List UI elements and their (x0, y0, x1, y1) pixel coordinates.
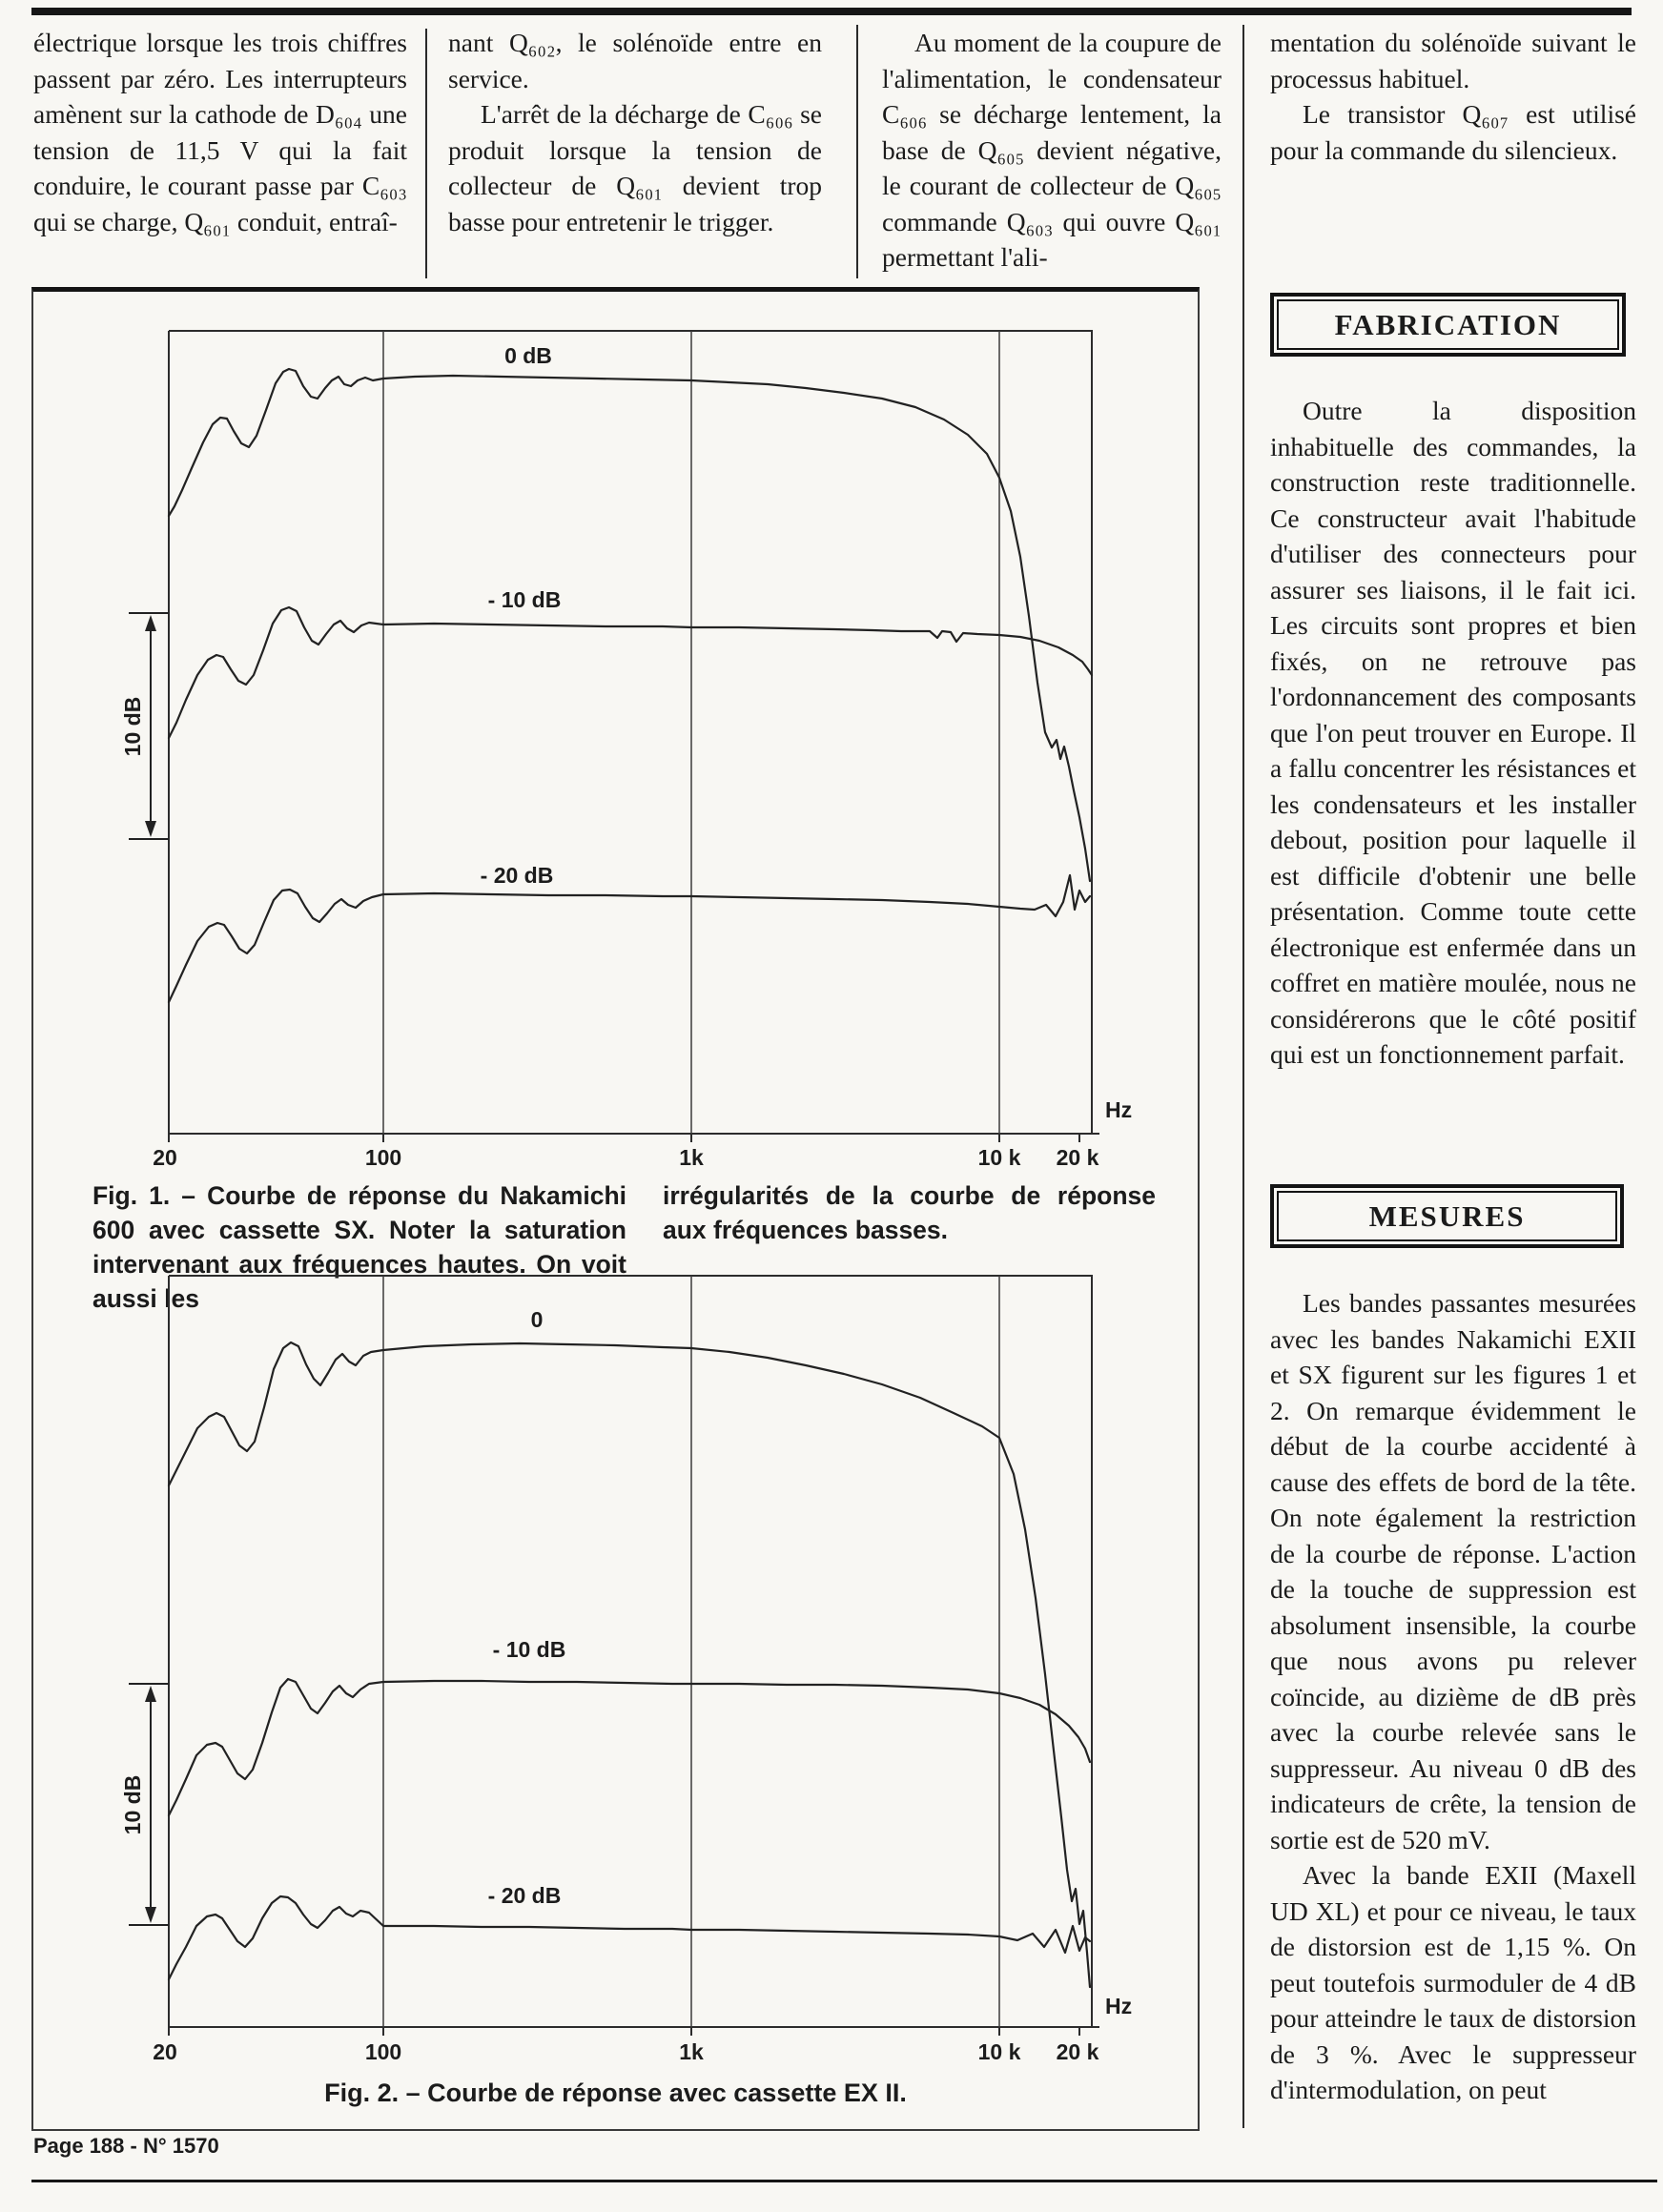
figure-block (31, 287, 1200, 2131)
chart-fig2 (33, 1274, 1198, 2132)
fig2-arrow-label: 10 dB (120, 1774, 145, 1835)
fig2-curve-m10db (169, 1679, 1090, 1815)
fabrication-paragraph: Outre la disposition inhabituelle des commandes, la construction reste traditionnelle. Ce constructeur avait l'habitude d'utiliser des connecteurs pour assurer ses liaisons, il le fait ici. Les circuits sont propres et bien fixés, on ne retrouve pas l'ordonnancement des composants que l'on peut trouver en Europe. Il a fallu concentrer les résistances et les condensateurs et les installer debout, position pour laquelle il est difficile d'obtenir une belle présentation. Comme toute cette électronique est enfermée dans un coffret en matière moulée, nous ne considérerons que le côté positif qui est un fonctionnement parfait. (1270, 396, 1636, 1069)
column-divider-1 (425, 29, 427, 278)
intro-col4-paragraph-2: Le transistor Q₆₀₇ est utilisé pour la commande du silencieux. (1270, 99, 1636, 165)
fig1-xlabel-20k: 20 k (1056, 1145, 1099, 1170)
top-rule (31, 8, 1632, 15)
fig2-xlabel-100: 100 (364, 2039, 402, 2064)
column-divider-2 (856, 25, 858, 278)
fig1-arrow-label: 10 dB (120, 696, 145, 757)
intro-column-1 (33, 25, 407, 239)
fig1-label-0db: 0 dB (504, 343, 552, 368)
bottom-rule (31, 2180, 1657, 2182)
fig1-caption-left: Fig. 1. – Courbe de réponse du Nakamichi 600 avec cassette SX. Noter la saturation intervenant aux fréquences hautes. On voit aussi les (92, 1181, 626, 1313)
fig1-caption-right: irrégularités de la courbe de réponse aux fréquences basses. (663, 1181, 1156, 1244)
fig1-xlabel-20: 20 (153, 1145, 177, 1170)
fabrication-heading: FABRICATION (1277, 299, 1619, 350)
fig1-hz-label: Hz (1105, 1097, 1133, 1122)
fig2-arrowhead-down (145, 1907, 156, 1923)
right-column-divider (1242, 25, 1244, 2128)
fig2-xlabel-1k: 1k (679, 2039, 704, 2064)
fig2-label-0: 0 (530, 1307, 544, 1332)
fig1-curve-0db (169, 369, 1090, 881)
fig2-label-m20db: - 20 dB (487, 1883, 562, 1908)
fig1-arrowhead-up (145, 615, 156, 631)
fig2-caption: Fig. 2. – Courbe de réponse avec cassette EX II. (324, 2079, 907, 2107)
mesures-paragraph-1: Les bandes passantes mesurées avec les bandes Nakamichi EXII et SX figurent sur les figures 1 et 2. On remarque évidemment le début de la courbe accidenté à cause des effets de bord de la tête. On note également la restriction de la courbe de réponse. L'action de la touche de suppression est absolument insensible, la courbe que nous avons pu relever coïncide, au dizième de dB près avec la courbe relevée sans le suppresseur. Au niveau 0 dB des indicateurs de crête, la tension de sortie est de 520 mV. (1270, 1288, 1636, 1854)
intro-col2-paragraph-2: L'arrêt de la décharge de C₆₀₆ se produit lorsque la tension de collecteur de Q₆₀₁ devient trop basse pour entretenir le trigger. (448, 99, 822, 236)
mesures-heading-box (1270, 1184, 1624, 1248)
mesures-text (1270, 1285, 1636, 2108)
fabrication-text (1270, 393, 1636, 1073)
intro-col2-paragraph-1: nant Q₆₀₂, le solénoïde entre en service. (448, 28, 822, 93)
fig2-label-m10db: - 10 dB (492, 1637, 566, 1662)
fig2-xlabel-20k: 20 k (1056, 2039, 1099, 2064)
intro-col3-paragraph: Au moment de la coupure de l'alimentation, le condensateur C₆₀₆ se décharge lentement, la base de Q₆₀₅ devient négative, le courant de collecteur de Q₆₀₅ commande Q₆₀₃ qui ouvre Q₆₀₁ permettant l'ali- (882, 28, 1222, 272)
intro-column-2 (448, 25, 822, 239)
fig1-label-m10db: - 10 dB (487, 587, 562, 612)
fig1-curve-m10db (169, 607, 1092, 738)
fig2-xlabel-20: 20 (153, 2039, 177, 2064)
fig2-10db-scale-arrow (120, 1684, 169, 1925)
fig2-xlabel-10k: 10 k (977, 2039, 1021, 2064)
fig1-10db-scale-arrow (120, 613, 169, 839)
fabrication-heading-box (1270, 293, 1626, 357)
fig2-frame (169, 1276, 1099, 2027)
fig2-arrowhead-up (145, 1686, 156, 1702)
fig1-xlabel-100: 100 (364, 1145, 402, 1170)
intro-col1-paragraph: électrique lorsque les trois chiffres passent par zéro. Les interrupteurs amènent sur la cathode de D₆₀₄ une tension de 11,5 V qui la fait conduire, le courant passe par C₆₀₃ qui se charge, Q₆₀₁ conduit, entraî- (33, 28, 407, 236)
fig2-hz-label: Hz (1105, 1994, 1133, 2018)
fig1-xlabel-10k: 10 k (977, 1145, 1021, 1170)
fig1-arrowhead-down (145, 821, 156, 837)
mesures-heading: MESURES (1277, 1191, 1617, 1241)
intro-column-3 (882, 25, 1222, 276)
intro-column-4 (1270, 25, 1636, 168)
fig1-curve-m20db (169, 875, 1090, 1002)
mesures-paragraph-2: Avec la bande EXII (Maxell UD XL) et pour ce niveau, le taux de distorsion est de 1,15 %. On peut toutefois surmoduler de 4 dB pour atteindre le taux de distorsion de 3 %. Avec le suppresseur d'intermodulation, on peut (1270, 1860, 1636, 2104)
intro-col4-paragraph-1: mentation du solénoïde suivant le processus habituel. (1270, 28, 1636, 93)
fig1-label-m20db: - 20 dB (480, 863, 554, 888)
fig1-frame (169, 331, 1099, 1134)
fig2-curve-0db (169, 1342, 1090, 1987)
page-footer: Page 188 - N° 1570 (33, 2134, 219, 2158)
fig1-xlabel-1k: 1k (679, 1145, 704, 1170)
fig2-curve-m20db (169, 1896, 1090, 1979)
chart-fig1 (33, 292, 1198, 1198)
